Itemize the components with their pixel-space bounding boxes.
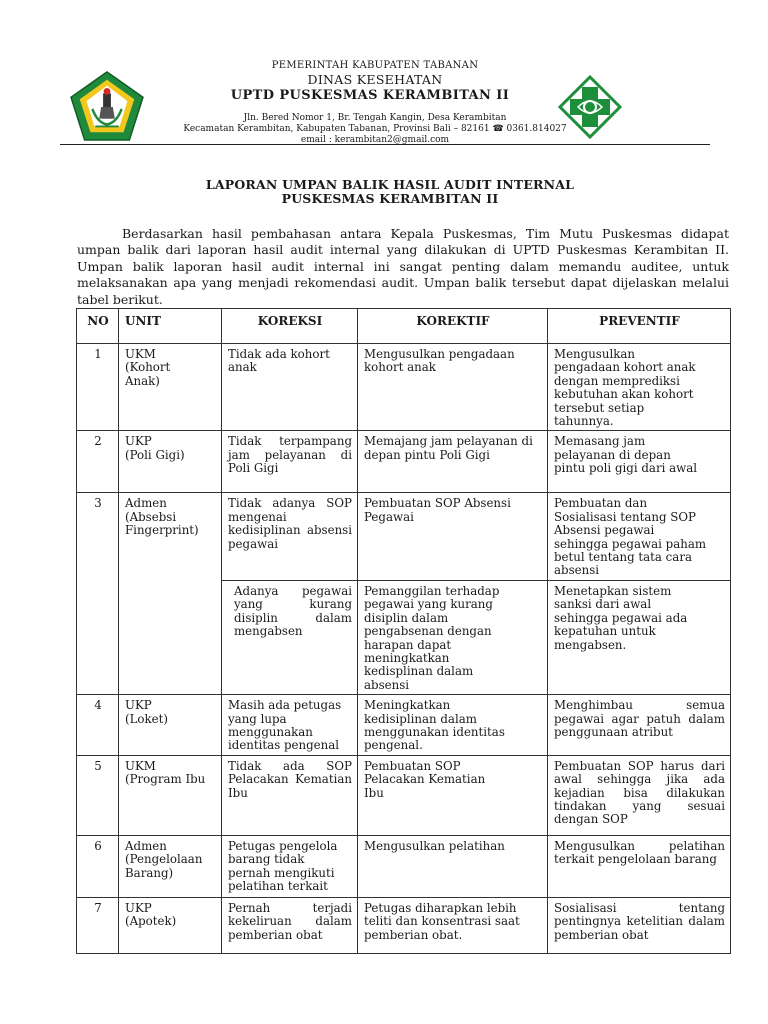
address-block [140,113,610,146]
cell-preventif: Menghimbau semua pegawai agar patuh dalam penggunaan atribut [548,695,731,756]
cell-preventif: Mengusulkan pelatihan terkait pengelolaan barang [548,835,731,897]
address-line-2: Kecamatan Kerambitan, Kabupaten Tabanan, Provinsi Bali – 82161 ☎ 0361.814027 [183,124,567,134]
cell-koreksi: Tidak ada kohort anak [222,344,358,431]
header-preventif: PREVENTIF [548,309,731,344]
cell-koreksi: Adanya pegawai yang kurang disiplin dalam mengabsen [222,580,358,694]
puskesmas-cross-icon [558,75,622,139]
header-koreksi: KOREKSI [222,309,358,344]
cell-preventif: Memasang jam pelayanan di depan pintu poli gigi dari awal [548,431,731,493]
table-row [77,835,731,897]
letterhead [60,58,710,144]
title-line-2: PUSKESMAS KERAMBITAN II [281,191,499,206]
letterhead-divider [60,144,710,145]
intro-paragraph: Berdasarkan hasil pembahasan antara Kepala Puskesmas, Tim Mutu Puskesmas didapat umpan balik dari laporan hasil audit internal yang dilakukan di UPTD Puskesmas Kerambitan II. Umpan balik laporan hasil audit internal ini sangat penting dalam memandu auditee, untuk melaksanakan apa yang menjadi rekomendasi audit. Umpan balik tersebut dapat dijelaskan melalui tabel berikut. [77,226,729,307]
cell-preventif: Sosialisasi tentang pentingnya ketelitian dalam pemberian obat [548,897,731,953]
cell-no: 4 [77,695,119,756]
cell-no: 3 [77,493,119,695]
cell-unit: Admen (Pengelolaan Barang) [119,835,222,897]
unit-name: UPTD PUSKESMAS KERAMBITAN II [230,88,510,103]
cell-no: 2 [77,431,119,493]
cell-preventif: Menetapkan sistem sanksi dari awal sehingga pegawai ada kepatuhan untuk mengabsen. [548,580,731,694]
header-no: NO [77,309,119,344]
table-row [77,431,731,493]
table-body [77,344,731,954]
cell-korektif: Pembuatan SOP Absensi Pegawai [358,493,548,580]
cell-preventif: Mengusulkan pengadaan kohort anak dengan memprediksi kebutuhan akan kohort tersebut setiap tahunnya. [548,344,731,431]
cell-no: 1 [77,344,119,431]
cell-unit: UKP (Poli Gigi) [119,431,222,493]
cell-unit: UKM (Program Ibu [119,755,222,835]
cell-no: 7 [77,897,119,953]
cell-preventif: Pembuatan dan Sosialisasi tentang SOP Absensi pegawai sehingga pegawai paham betul tentang tata cara absensi [548,493,731,580]
cell-koreksi: Masih ada petugas yang lupa menggunakan identitas pengenal [222,695,358,756]
cell-korektif: Pemanggilan terhadap pegawai yang kurang disiplin dalam pengabsenan dengan harapan dapat meningkatkan kedisplinan dalam absensi [358,580,548,694]
tabanan-regency-emblem-icon [68,70,146,142]
cell-korektif: Pembuatan SOP Pelacakan Kematian Ibu [358,755,548,835]
table-row [77,897,731,953]
table-row [77,755,731,835]
cell-koreksi: Petugas pengelola barang tidak pernah mengikuti pelatihan terkait [222,835,358,897]
report-title [150,178,630,206]
cell-unit: UKM (Kohort Anak) [119,344,222,431]
cell-unit: UKP (Loket) [119,695,222,756]
email-line: email : kerambitan2@gmail.com [300,135,450,145]
cell-korektif: Mengusulkan pelatihan [358,835,548,897]
cell-preventif: Pembuatan SOP harus dari awal sehingga jika ada kejadian bisa dilakukan tindakan yang sesuai dengan SOP [548,755,731,835]
government-name: PEMERINTAH KABUPATEN TABANAN [271,60,479,71]
header-unit: UNIT [119,309,222,344]
cell-koreksi: Tidak adanya SOP mengenai kedisiplinan absensi pegawai [222,493,358,580]
cell-no: 5 [77,755,119,835]
audit-feedback-table [76,308,731,954]
cell-unit: UKP (Apotek) [119,897,222,953]
cell-unit: Admen (Absebsi Fingerprint) [119,493,222,695]
letterhead-text [140,58,610,146]
department-name: DINAS KESEHATAN [307,72,443,87]
table-row [77,695,731,756]
cell-korektif: Meningkatkan kedisiplinan dalam menggunakan identitas pengenal. [358,695,548,756]
cell-koreksi: Tidak terpampang jam pelayanan di Poli Gigi [222,431,358,493]
cell-korektif: Mengusulkan pengadaan kohort anak [358,344,548,431]
cell-korektif: Petugas diharapkan lebih teliti dan konsentrasi saat pemberian obat. [358,897,548,953]
table-row [77,344,731,431]
table-row [77,493,731,580]
address-line-1: Jln. Bered Nomor 1, Br. Tengah Kangin, Desa Kerambitan [243,113,507,123]
header-korektif: KOREKTIF [358,309,548,344]
cell-koreksi: Pernah terjadi kekeliruan dalam pemberian obat [222,897,358,953]
cell-no: 6 [77,835,119,897]
title-line-1: LAPORAN UMPAN BALIK HASIL AUDIT INTERNAL [205,177,575,192]
cell-korektif: Memajang jam pelayanan di depan pintu Poli Gigi [358,431,548,493]
cell-koreksi: Tidak ada SOP Pelacakan Kematian Ibu [222,755,358,835]
table-header-row [77,309,731,344]
